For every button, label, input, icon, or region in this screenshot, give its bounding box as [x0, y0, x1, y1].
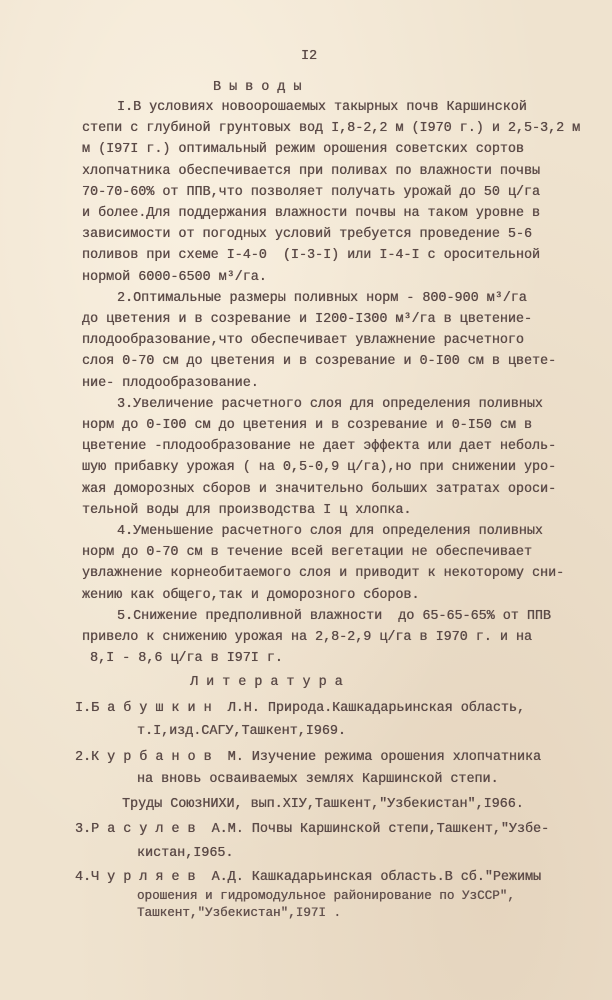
- text-line: привело к снижению урожая на 2,8-2,9 ц/га в I970 г. и на: [82, 630, 532, 645]
- reference-line: 3.Р а с у л е в А.М. Почвы Каршинской степи,Ташкент,"Узбе-: [75, 822, 550, 837]
- page-number: I2: [301, 49, 318, 64]
- text-line: поливов при схеме I-4-0 (I-3-I) или I-4-I с оросительной: [82, 248, 541, 264]
- text-line: 5.Снижение предполивной влажности до 65-65-65% от ППВ: [117, 608, 551, 624]
- text-line: I.В условиях новоорошаемых такырных почв Каршинской: [117, 100, 527, 115]
- text-line: 3.Увеличение расчетного слоя для определения поливных: [117, 396, 543, 412]
- reference-line: на вновь осваиваемых землях Каршинской степи.: [137, 772, 499, 787]
- reference-line: кистан,I965.: [137, 846, 234, 861]
- references-title: Л и т е р а т у р а: [190, 675, 343, 690]
- text-line: цветение -плодообразование не дает эффекта или дает неболь-: [82, 439, 557, 455]
- reference-line: Труды СоюзНИХИ, вып.XIУ,Ташкент,"Узбекистан",I966.: [122, 797, 524, 812]
- text-line: 4.Уменьшение расчетного слоя для определения поливных: [117, 524, 543, 539]
- text-line: 2.Оптимальные размеры поливных норм - 800-900 м³/га: [117, 290, 527, 306]
- text-line: слоя 0-70 см до цветения и в созревание и 0-I00 см в цвете-: [82, 354, 557, 370]
- text-line: и более.Для поддержания влажности почвы на таком уровне в: [82, 206, 541, 221]
- text-line: шую прибавку урожая ( на 0,5-0,9 ц/га),но при снижении уро-: [82, 460, 557, 476]
- reference-line: I.Б а б у ш к и н Л.Н. Природа.Кашкадарьинская область,: [75, 701, 525, 716]
- reference-line: т.I,изд.САГУ,Ташкент,I969.: [137, 724, 346, 739]
- text-line: тельной воды для производства I ц хлопка.: [82, 502, 412, 518]
- text-line: увлажнение корнеобитаемого слоя и приводит к некоторому сни-: [82, 566, 565, 582]
- text-line: хлопчатника обеспечивается при поливах по влажности почвы: [82, 163, 541, 179]
- reference-line: 2.К у р б а н о в М. Изучение режима орошения хлопчатника: [75, 750, 542, 765]
- text-line: норм до 0-70 см в течение всей вегетации не обеспечивает: [82, 545, 532, 561]
- text-line: жая доморозных сборов и значительно больших затратах ороси-: [82, 481, 557, 497]
- text-line: м (I97I г.) оптимальный режим орошения советских сортов: [82, 142, 524, 158]
- text-line: плодообразование,что обеспечивает увлажнение расчетного: [82, 333, 524, 349]
- text-line: ние- плодообразование.: [82, 375, 259, 391]
- reference-line: Ташкент,"Узбекистан",I97I .: [137, 906, 342, 920]
- conclusions-title: В ы в о д ы: [213, 80, 302, 95]
- text-line: 70-70-60% от ППВ,что позволяет получать урожай до 50 ц/га: [82, 184, 541, 200]
- text-line: жению как общего,так и доморозного сборов.: [82, 587, 420, 603]
- text-line: до цветения и в созревание и I200-I300 м³/га в цветение-: [82, 312, 532, 327]
- text-line: зависимости от погодных условий требуется проведение 5-6: [82, 227, 532, 243]
- reference-line: 4.Ч у р л я е в А.Д. Кашкадарьинская область.В сб."Режимы: [75, 870, 542, 885]
- text-line: норм до 0-I00 см до цветения и в созревание и 0-I50 см в: [82, 418, 532, 433]
- text-line: 8,I - 8,6 ц/га в I97I г.: [82, 651, 283, 667]
- text-line: нормой 6000-6500 м³/га.: [82, 269, 267, 285]
- text-line: степи с глубиной грунтовых вод I,8-2,2 м (I970 г.) и 2,5-3,2 м: [82, 121, 581, 137]
- reference-line: орошения и гидромодульное районирование по УзССР",: [137, 889, 515, 903]
